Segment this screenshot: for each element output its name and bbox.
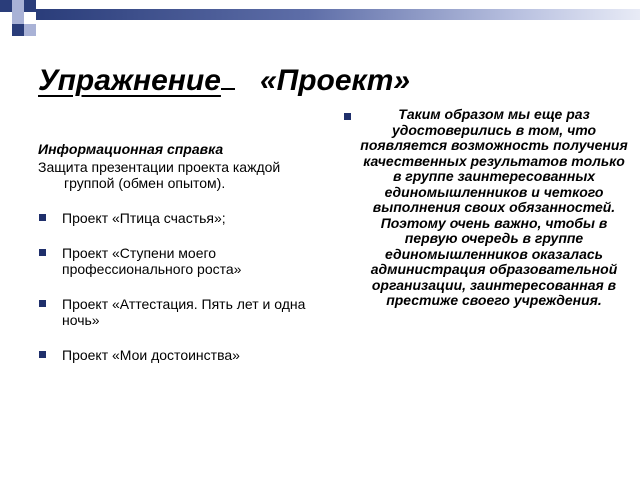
project-label: Проект «Птица счастья»; [62, 210, 226, 226]
project-list [38, 210, 330, 363]
square-bullet-icon [39, 249, 46, 256]
square-bullet-icon [39, 351, 46, 358]
decor-square [12, 24, 24, 36]
project-label: Проект «Аттестация. Пять лет и одна ночь» [62, 296, 306, 328]
project-label: Проект «Ступени моего профессионального роста» [62, 245, 242, 277]
project-label: Проект «Мои достоинства» [62, 347, 240, 363]
left-column [38, 141, 330, 382]
decor-square [24, 24, 36, 36]
list-item [38, 347, 330, 363]
square-bullet-icon [344, 113, 351, 120]
square-bullet-icon [39, 214, 46, 221]
right-column [344, 107, 630, 309]
title-project: «Проект» [259, 64, 411, 97]
intro-text: Защита презентации проекта каждой группой (обмен опытом). [38, 159, 281, 191]
conclusion-text: Таким образом мы еще раз удостоверились в том, что появляется возможность получения качественных результатов только в группе заинтересованных единомышленников и четкого выполнения своих обязанностей. Поэтому очень важно, чтобы в первую очередь в группе единомышленников оказалась администрация образовательной организации, заинтересованная в престиже своего учреждения. [360, 106, 628, 308]
list-item [38, 296, 330, 328]
title-exercise: Упражнение [38, 64, 221, 97]
list-item [38, 245, 330, 277]
decor-square [12, 12, 24, 24]
slide-title [38, 58, 598, 102]
title-underline-gap [221, 58, 235, 90]
decor-square [12, 0, 24, 12]
info-heading: Информационная справка [38, 141, 224, 157]
list-item [38, 210, 330, 226]
square-bullet-icon [39, 300, 46, 307]
decor-square [24, 0, 36, 12]
decor-square [0, 0, 12, 12]
header-gradient-bar [36, 9, 640, 20]
